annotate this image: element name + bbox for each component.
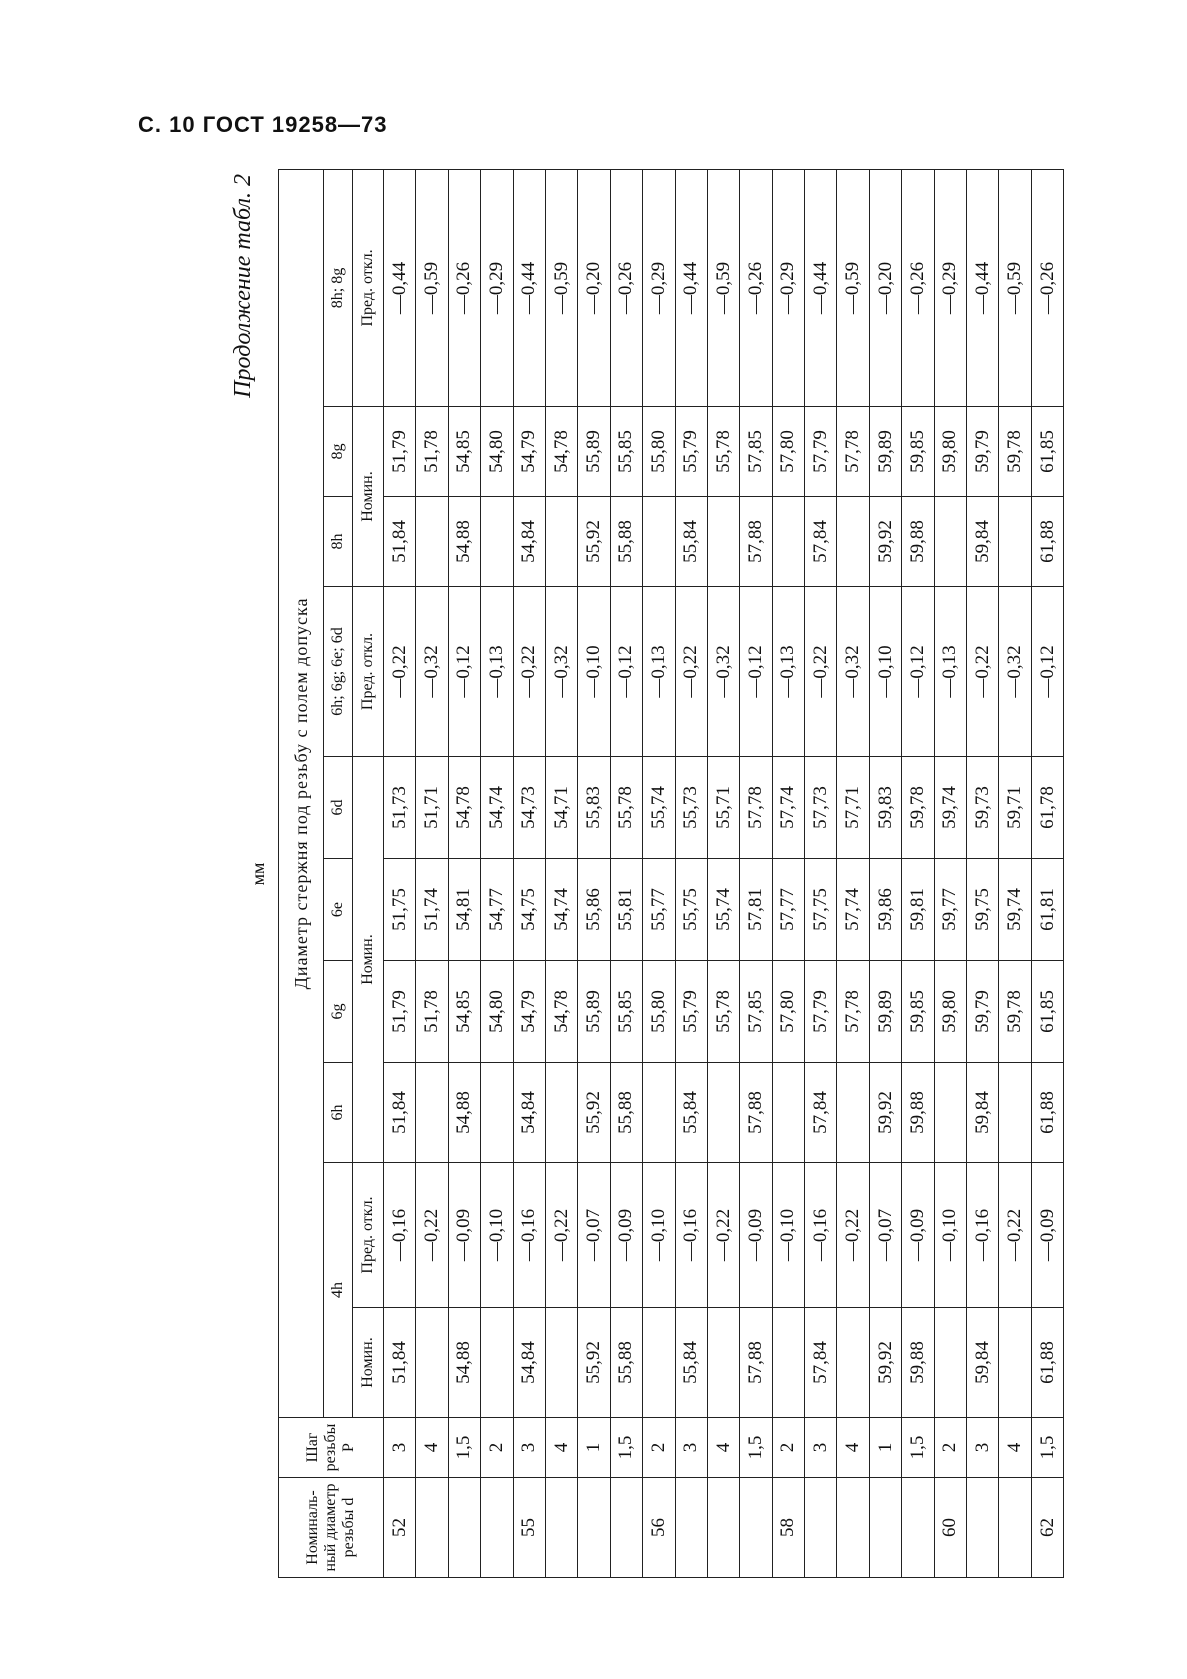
nomin-4h-cell: 54,84 (513, 1308, 545, 1418)
nomin-6d-cell: 54,71 (545, 757, 577, 859)
nomin-4h-cell: 55,88 (610, 1308, 642, 1418)
pitch-cell: 2 (934, 1418, 966, 1478)
nomin-6h-cell: 55,84 (675, 1063, 707, 1163)
nomin-8h-cell (481, 497, 513, 587)
dev-4h-cell: —0,16 (513, 1163, 545, 1308)
dev-6group-cell: —0,13 (643, 587, 675, 757)
nomin-6h-cell: 55,92 (578, 1063, 610, 1163)
nomin-6g-cell: 55,89 (578, 961, 610, 1063)
pitch-cell: 1,5 (448, 1418, 480, 1478)
header-pitch: Шаг резьбы P (279, 1418, 384, 1478)
nominal-diameter-cell: 62 (1031, 1478, 1063, 1578)
dev-6group-cell: —0,12 (448, 587, 480, 757)
nomin-6e-cell: 55,81 (610, 859, 642, 961)
nominal-diameter-cell (448, 1478, 480, 1578)
nomin-6e-cell: 59,77 (934, 859, 966, 961)
nomin-6d-cell: 54,73 (513, 757, 545, 859)
nominal-diameter-cell (675, 1478, 707, 1578)
nomin-8g-cell: 59,80 (934, 407, 966, 497)
dev-8group-cell: —0,29 (934, 169, 966, 406)
units-label: мм (248, 862, 268, 886)
pitch-cell: 1,5 (902, 1418, 934, 1478)
nomin-6h-cell (772, 1063, 804, 1163)
pitch-cell: 4 (416, 1418, 448, 1478)
nominal-diameter-cell: 52 (384, 1478, 416, 1578)
nomin-8h-cell: 54,84 (513, 497, 545, 587)
nomin-6e-cell: 59,86 (869, 859, 901, 961)
nomin-6g-cell: 54,78 (545, 961, 577, 1063)
dev-8group-cell: —0,44 (675, 169, 707, 406)
nomin-4h-cell (545, 1308, 577, 1418)
nomin-8g-cell: 51,78 (416, 407, 448, 497)
pitch-cell: 3 (967, 1418, 999, 1478)
nominal-diameter-cell (837, 1478, 869, 1578)
nomin-4h-cell: 51,84 (384, 1308, 416, 1418)
nomin-6g-cell: 55,80 (643, 961, 675, 1063)
header-dev: Пред. откл. (353, 587, 384, 757)
table-row (578, 169, 610, 1577)
nomin-8h-cell (545, 497, 577, 587)
nomin-6d-cell: 54,78 (448, 757, 480, 859)
dev-6group-cell: —0,12 (902, 587, 934, 757)
nomin-4h-cell: 55,92 (578, 1308, 610, 1418)
table-row (384, 169, 416, 1577)
nomin-8h-cell (934, 497, 966, 587)
table-row (837, 169, 869, 1577)
dev-4h-cell: —0,09 (902, 1163, 934, 1308)
table-row (643, 169, 675, 1577)
dev-8group-cell: —0,44 (513, 169, 545, 406)
nomin-6h-cell: 61,88 (1031, 1063, 1063, 1163)
dev-6group-cell: —0,13 (772, 587, 804, 757)
dev-4h-cell: —0,10 (643, 1163, 675, 1308)
nomin-8h-cell: 57,84 (805, 497, 837, 587)
nomin-8g-cell: 55,78 (707, 407, 739, 497)
dev-8group-cell: —0,26 (740, 169, 772, 406)
nomin-6d-cell: 61,78 (1031, 757, 1063, 859)
nomin-6g-cell: 59,80 (934, 961, 966, 1063)
nomin-6g-cell: 59,78 (999, 961, 1031, 1063)
nomin-6e-cell: 51,75 (384, 859, 416, 961)
nomin-6e-cell: 61,81 (1031, 859, 1063, 961)
dev-6group-cell: —0,32 (545, 587, 577, 757)
dev-4h-cell: —0,16 (805, 1163, 837, 1308)
nomin-6h-cell (545, 1063, 577, 1163)
nominal-diameter-cell: 60 (934, 1478, 966, 1578)
nomin-6g-cell: 51,79 (384, 961, 416, 1063)
dev-8group-cell: —0,59 (999, 169, 1031, 406)
nomin-4h-cell (481, 1308, 513, 1418)
table-row (481, 169, 513, 1577)
nominal-diameter-cell (902, 1478, 934, 1578)
header-tol-6group: 6h; 6g; 6e; 6d (324, 587, 353, 757)
nomin-4h-cell: 57,88 (740, 1308, 772, 1418)
dev-4h-cell: —0,07 (578, 1163, 610, 1308)
header-rod-diameter: Диаметр стержня под резьбу с полем допуска (279, 169, 324, 1417)
nomin-6g-cell: 57,78 (837, 961, 869, 1063)
nomin-8h-cell: 55,92 (578, 497, 610, 587)
nomin-6g-cell: 57,80 (772, 961, 804, 1063)
nominal-diameter-cell (967, 1478, 999, 1578)
pitch-cell: 3 (513, 1418, 545, 1478)
nomin-6h-cell (999, 1063, 1031, 1163)
table-row (999, 169, 1031, 1577)
dev-4h-cell: —0,10 (934, 1163, 966, 1308)
nomin-6e-cell: 57,81 (740, 859, 772, 961)
nomin-6d-cell: 59,73 (967, 757, 999, 859)
header-tol-4h: 4h (324, 1163, 353, 1418)
nomin-6h-cell (643, 1063, 675, 1163)
dev-6group-cell: —0,12 (740, 587, 772, 757)
nomin-6g-cell: 61,85 (1031, 961, 1063, 1063)
header-tol-6g: 6g (324, 961, 353, 1063)
dev-4h-cell: —0,09 (740, 1163, 772, 1308)
dev-8group-cell: —0,29 (772, 169, 804, 406)
pitch-cell: 2 (643, 1418, 675, 1478)
nominal-diameter-cell (869, 1478, 901, 1578)
rotated-table-block (186, 170, 1076, 1578)
nominal-diameter-cell (740, 1478, 772, 1578)
header-nominal-diameter: Номиналь-ный диаметр резьбы d (279, 1478, 384, 1578)
nomin-6e-cell: 54,81 (448, 859, 480, 961)
nomin-6e-cell: 59,81 (902, 859, 934, 961)
nomin-6d-cell: 57,74 (772, 757, 804, 859)
dev-4h-cell: —0,09 (1031, 1163, 1063, 1308)
nomin-8g-cell: 55,79 (675, 407, 707, 497)
header-dev: Пред. откл. (353, 169, 384, 406)
header-tol-8group: 8h; 8g (324, 169, 353, 406)
dev-4h-cell: —0,10 (481, 1163, 513, 1308)
pitch-cell: 2 (772, 1418, 804, 1478)
nomin-4h-cell (707, 1308, 739, 1418)
pitch-cell: 1,5 (1031, 1418, 1063, 1478)
nomin-8g-cell: 57,78 (837, 407, 869, 497)
dev-8group-cell: —0,20 (869, 169, 901, 406)
nomin-8h-cell: 55,84 (675, 497, 707, 587)
nomin-6e-cell: 55,86 (578, 859, 610, 961)
nomin-6e-cell: 55,77 (643, 859, 675, 961)
nomin-8g-cell: 57,85 (740, 407, 772, 497)
nomin-6d-cell: 51,73 (384, 757, 416, 859)
nomin-6g-cell: 55,79 (675, 961, 707, 1063)
pitch-cell: 1,5 (610, 1418, 642, 1478)
nomin-8h-cell: 55,88 (610, 497, 642, 587)
nomin-6d-cell: 57,78 (740, 757, 772, 859)
nomin-8g-cell: 59,85 (902, 407, 934, 497)
nomin-6d-cell: 55,71 (707, 757, 739, 859)
dev-6group-cell: —0,22 (384, 587, 416, 757)
nomin-6h-cell (707, 1063, 739, 1163)
nomin-6g-cell: 54,79 (513, 961, 545, 1063)
dev-6group-cell: —0,32 (707, 587, 739, 757)
dev-4h-cell: —0,22 (837, 1163, 869, 1308)
header-tol-6e: 6e (324, 859, 353, 961)
dev-4h-cell: —0,22 (999, 1163, 1031, 1308)
dev-6group-cell: —0,12 (1031, 587, 1063, 757)
nomin-8h-cell: 59,92 (869, 497, 901, 587)
dev-4h-cell: —0,09 (448, 1163, 480, 1308)
nomin-6e-cell: 59,74 (999, 859, 1031, 961)
dev-8group-cell: —0,29 (481, 169, 513, 406)
nomin-8g-cell: 59,89 (869, 407, 901, 497)
nomin-6g-cell: 59,85 (902, 961, 934, 1063)
nomin-6h-cell: 59,92 (869, 1063, 901, 1163)
nomin-6h-cell (934, 1063, 966, 1163)
nomin-8h-cell (837, 497, 869, 587)
dev-6group-cell: —0,32 (837, 587, 869, 757)
dev-4h-cell: —0,16 (384, 1163, 416, 1308)
table-row (513, 169, 545, 1577)
dev-8group-cell: —0,26 (448, 169, 480, 406)
nomin-4h-cell: 59,92 (869, 1308, 901, 1418)
nomin-8g-cell: 55,89 (578, 407, 610, 497)
nomin-6h-cell (416, 1063, 448, 1163)
pitch-cell: 1 (869, 1418, 901, 1478)
thread-diameter-table (278, 169, 1064, 1578)
nomin-6d-cell: 51,71 (416, 757, 448, 859)
pitch-cell: 3 (384, 1418, 416, 1478)
table-caption: Продолжение табл. 2 (230, 174, 256, 398)
nomin-6e-cell: 59,75 (967, 859, 999, 961)
dev-6group-cell: —0,22 (967, 587, 999, 757)
nomin-4h-cell (416, 1308, 448, 1418)
dev-8group-cell: —0,59 (545, 169, 577, 406)
nomin-8h-cell (643, 497, 675, 587)
nomin-6g-cell: 55,78 (707, 961, 739, 1063)
dev-4h-cell: —0,16 (675, 1163, 707, 1308)
dev-6group-cell: —0,13 (934, 587, 966, 757)
nomin-6e-cell: 55,74 (707, 859, 739, 961)
table-row (707, 169, 739, 1577)
nomin-8h-cell: 51,84 (384, 497, 416, 587)
dev-4h-cell: —0,10 (772, 1163, 804, 1308)
dev-8group-cell: —0,59 (416, 169, 448, 406)
nomin-8h-cell (772, 497, 804, 587)
nomin-8g-cell: 54,79 (513, 407, 545, 497)
nomin-6h-cell: 59,84 (967, 1063, 999, 1163)
nomin-6d-cell: 57,71 (837, 757, 869, 859)
nomin-4h-cell (934, 1308, 966, 1418)
nomin-6g-cell: 54,85 (448, 961, 480, 1063)
nominal-diameter-cell (416, 1478, 448, 1578)
nomin-8h-cell: 61,88 (1031, 497, 1063, 587)
nomin-4h-cell (837, 1308, 869, 1418)
dev-8group-cell: —0,59 (707, 169, 739, 406)
nomin-6d-cell: 57,73 (805, 757, 837, 859)
nomin-6g-cell: 51,78 (416, 961, 448, 1063)
pitch-cell: 4 (545, 1418, 577, 1478)
nomin-6h-cell: 57,88 (740, 1063, 772, 1163)
nomin-6d-cell: 55,74 (643, 757, 675, 859)
header-dev: Пред. откл. (353, 1163, 384, 1308)
table-row (545, 169, 577, 1577)
nominal-diameter-cell (805, 1478, 837, 1578)
nomin-6h-cell: 59,88 (902, 1063, 934, 1163)
nomin-6d-cell: 59,78 (902, 757, 934, 859)
nomin-6g-cell: 59,89 (869, 961, 901, 1063)
nomin-8g-cell: 54,85 (448, 407, 480, 497)
nomin-4h-cell (772, 1308, 804, 1418)
page-header: С. 10 ГОСТ 19258—73 (138, 112, 388, 137)
dev-6group-cell: —0,32 (416, 587, 448, 757)
nominal-diameter-cell: 55 (513, 1478, 545, 1578)
nomin-6h-cell: 55,88 (610, 1063, 642, 1163)
dev-6group-cell: —0,32 (999, 587, 1031, 757)
table-row (805, 169, 837, 1577)
table-row (902, 169, 934, 1577)
nomin-8g-cell: 51,79 (384, 407, 416, 497)
nomin-8h-cell: 54,88 (448, 497, 480, 587)
nomin-6h-cell: 51,84 (384, 1063, 416, 1163)
nomin-4h-cell (999, 1308, 1031, 1418)
nomin-8g-cell: 54,80 (481, 407, 513, 497)
dev-6group-cell: —0,22 (513, 587, 545, 757)
dev-8group-cell: —0,26 (1031, 169, 1063, 406)
nomin-8g-cell: 55,80 (643, 407, 675, 497)
nomin-6g-cell: 55,85 (610, 961, 642, 1063)
dev-4h-cell: —0,16 (967, 1163, 999, 1308)
nomin-8g-cell: 57,79 (805, 407, 837, 497)
nomin-8g-cell: 59,79 (967, 407, 999, 497)
dev-6group-cell: —0,13 (481, 587, 513, 757)
dev-8group-cell: —0,20 (578, 169, 610, 406)
header-tol-8g: 8g (324, 407, 353, 497)
dev-6group-cell: —0,22 (805, 587, 837, 757)
nomin-6h-cell: 54,88 (448, 1063, 480, 1163)
nominal-diameter-cell (999, 1478, 1031, 1578)
nomin-8g-cell: 61,85 (1031, 407, 1063, 497)
nomin-4h-cell: 59,88 (902, 1308, 934, 1418)
pitch-cell: 1 (578, 1418, 610, 1478)
nominal-diameter-cell (481, 1478, 513, 1578)
nomin-4h-cell: 61,88 (1031, 1308, 1063, 1418)
header-nomin: Номин. (353, 407, 384, 587)
nomin-8h-cell: 59,84 (967, 497, 999, 587)
nomin-8h-cell: 59,88 (902, 497, 934, 587)
nomin-8g-cell: 59,78 (999, 407, 1031, 497)
nomin-6g-cell: 57,79 (805, 961, 837, 1063)
nomin-6e-cell: 54,74 (545, 859, 577, 961)
table-row (934, 169, 966, 1577)
nomin-4h-cell: 59,84 (967, 1308, 999, 1418)
dev-6group-cell: —0,10 (869, 587, 901, 757)
nomin-6d-cell: 55,73 (675, 757, 707, 859)
nomin-6e-cell: 54,77 (481, 859, 513, 961)
nomin-8h-cell (707, 497, 739, 587)
pitch-cell: 3 (805, 1418, 837, 1478)
dev-4h-cell: —0,07 (869, 1163, 901, 1308)
header-nomin: Номин. (353, 1308, 384, 1418)
header-nomin: Номин. (353, 757, 384, 1163)
nomin-8h-cell: 57,88 (740, 497, 772, 587)
pitch-cell: 2 (481, 1418, 513, 1478)
header-tol-8h: 8h (324, 497, 353, 587)
dev-8group-cell: —0,26 (610, 169, 642, 406)
table-body (384, 169, 1064, 1577)
nomin-6e-cell: 55,75 (675, 859, 707, 961)
dev-8group-cell: —0,26 (902, 169, 934, 406)
nomin-6d-cell: 55,78 (610, 757, 642, 859)
dev-8group-cell: —0,44 (967, 169, 999, 406)
caption-line (186, 170, 278, 1578)
table-row (772, 169, 804, 1577)
nomin-6d-cell: 54,74 (481, 757, 513, 859)
pitch-cell: 4 (707, 1418, 739, 1478)
nomin-6e-cell: 57,74 (837, 859, 869, 961)
nominal-diameter-cell: 58 (772, 1478, 804, 1578)
nomin-6h-cell (481, 1063, 513, 1163)
dev-4h-cell: —0,22 (707, 1163, 739, 1308)
nomin-6e-cell: 57,77 (772, 859, 804, 961)
dev-4h-cell: —0,22 (416, 1163, 448, 1308)
nomin-4h-cell: 55,84 (675, 1308, 707, 1418)
table-row (967, 169, 999, 1577)
nomin-8g-cell: 57,80 (772, 407, 804, 497)
dev-6group-cell: —0,12 (610, 587, 642, 757)
nomin-6e-cell: 54,75 (513, 859, 545, 961)
table-row (448, 169, 480, 1577)
nomin-8h-cell (416, 497, 448, 587)
table-row (1031, 169, 1063, 1577)
nominal-diameter-cell (545, 1478, 577, 1578)
nomin-6e-cell: 57,75 (805, 859, 837, 961)
nominal-diameter-cell (578, 1478, 610, 1578)
pitch-cell: 3 (675, 1418, 707, 1478)
header-tol-6d: 6d (324, 757, 353, 859)
header-tol-6h: 6h (324, 1063, 353, 1163)
nomin-6d-cell: 55,83 (578, 757, 610, 859)
table-row (740, 169, 772, 1577)
nominal-diameter-cell (707, 1478, 739, 1578)
nomin-6h-cell (837, 1063, 869, 1163)
pitch-cell: 1,5 (740, 1418, 772, 1478)
nomin-6h-cell: 57,84 (805, 1063, 837, 1163)
dev-8group-cell: —0,44 (805, 169, 837, 406)
nomin-6g-cell: 54,80 (481, 961, 513, 1063)
nomin-6e-cell: 51,74 (416, 859, 448, 961)
nomin-8h-cell (999, 497, 1031, 587)
dev-4h-cell: —0,09 (610, 1163, 642, 1308)
table-row (610, 169, 642, 1577)
nomin-6g-cell: 57,85 (740, 961, 772, 1063)
dev-8group-cell: —0,44 (384, 169, 416, 406)
nomin-6d-cell: 59,83 (869, 757, 901, 859)
pitch-cell: 4 (837, 1418, 869, 1478)
nomin-8g-cell: 55,85 (610, 407, 642, 497)
nomin-6g-cell: 59,79 (967, 961, 999, 1063)
dev-6group-cell: —0,10 (578, 587, 610, 757)
dev-8group-cell: —0,59 (837, 169, 869, 406)
nomin-4h-cell (643, 1308, 675, 1418)
table-row (675, 169, 707, 1577)
nomin-6d-cell: 59,74 (934, 757, 966, 859)
dev-8group-cell: —0,29 (643, 169, 675, 406)
pitch-cell: 4 (999, 1418, 1031, 1478)
nominal-diameter-cell: 56 (643, 1478, 675, 1578)
dev-6group-cell: —0,22 (675, 587, 707, 757)
nominal-diameter-cell (610, 1478, 642, 1578)
nomin-6d-cell: 59,71 (999, 757, 1031, 859)
nomin-8g-cell: 54,78 (545, 407, 577, 497)
nomin-4h-cell: 57,84 (805, 1308, 837, 1418)
table-row (869, 169, 901, 1577)
nomin-4h-cell: 54,88 (448, 1308, 480, 1418)
dev-4h-cell: —0,22 (545, 1163, 577, 1308)
table-row (416, 169, 448, 1577)
nomin-6h-cell: 54,84 (513, 1063, 545, 1163)
